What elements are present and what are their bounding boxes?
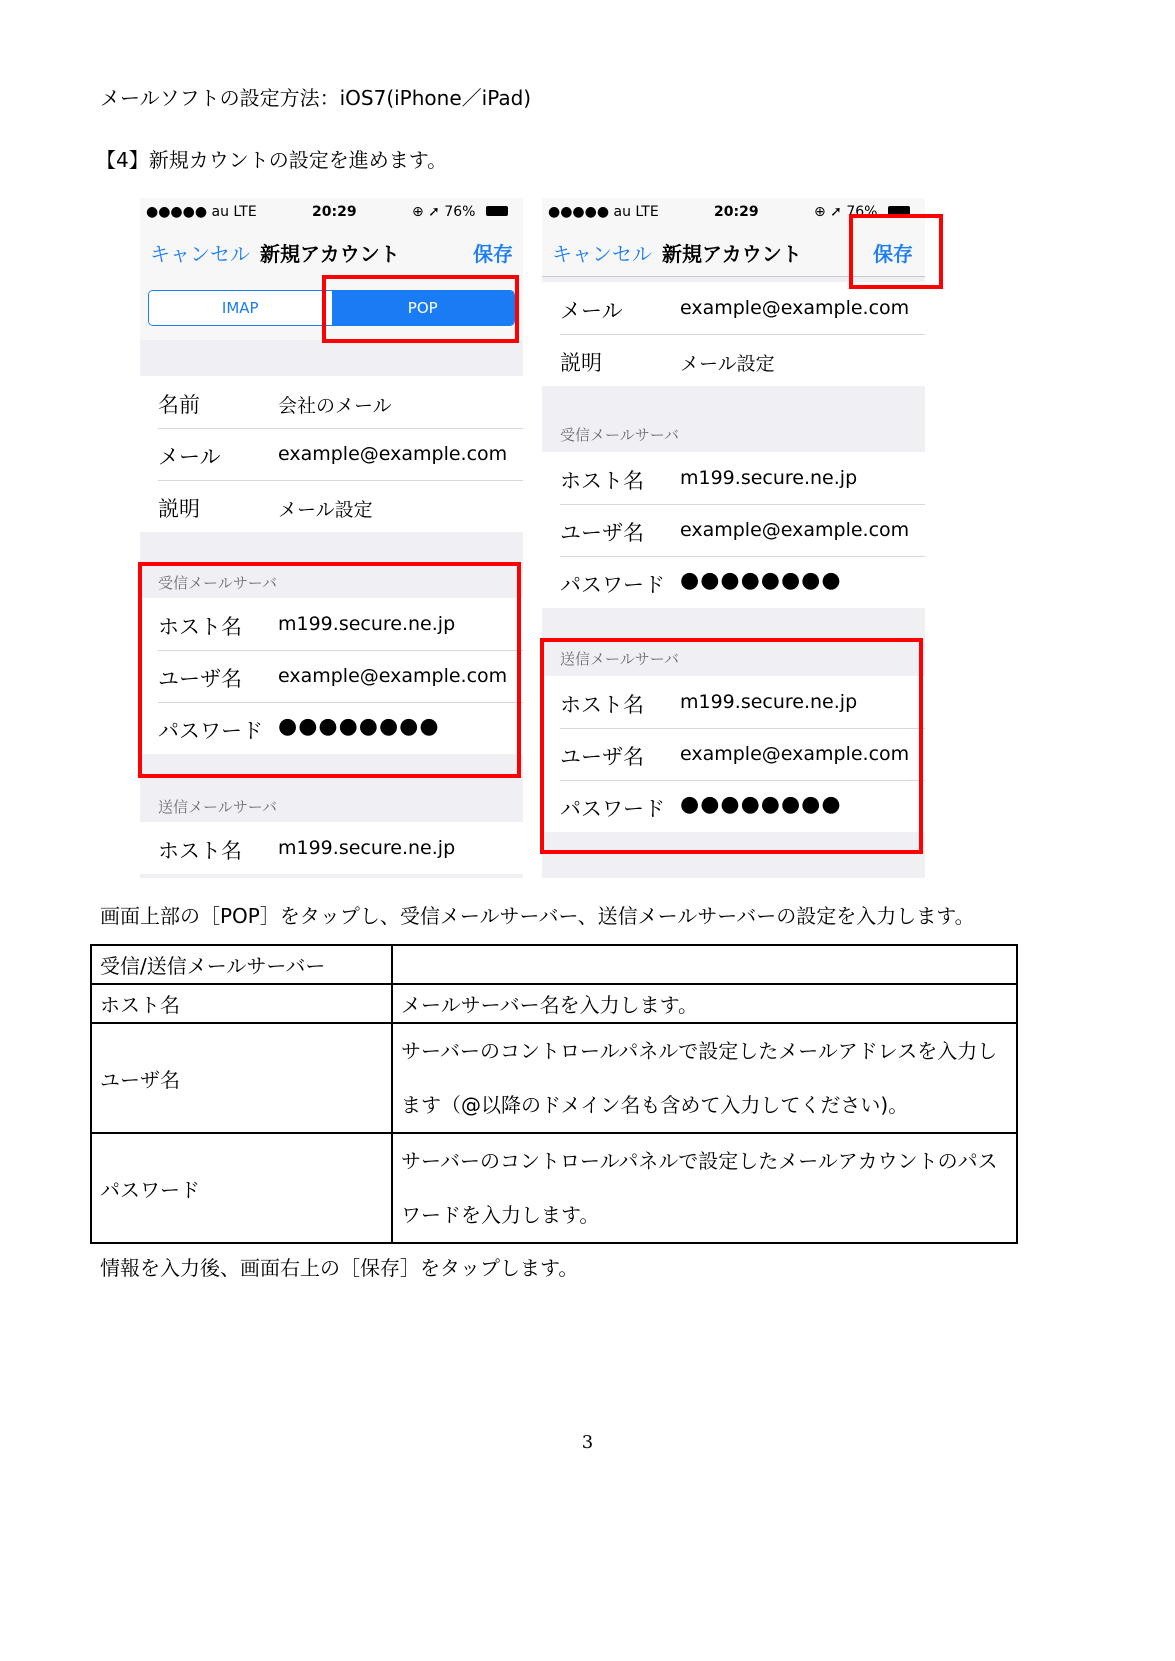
- cancel-button[interactable]: キャンセル: [552, 242, 652, 266]
- incoming-host-value[interactable]: m199.secure.ne.jp: [278, 613, 456, 635]
- instruction-text: 画面上部の［POP］をタップし、受信メールサーバー、送信メールサーバーの設定を入力します。: [100, 904, 975, 928]
- segment-imap[interactable]: IMAP: [149, 291, 332, 325]
- incoming-password-row[interactable]: [542, 556, 925, 608]
- incoming-host-value[interactable]: m199.secure.ne.jp: [680, 467, 858, 489]
- email-row[interactable]: [140, 428, 523, 480]
- incoming-user-value[interactable]: example@example.com: [680, 519, 910, 541]
- outgoing-user-label: ユーザ名: [560, 745, 644, 769]
- battery-label: ⊕ ➚ 76%: [412, 204, 476, 220]
- email-row[interactable]: [542, 282, 925, 334]
- outgoing-password-label: パスワード: [560, 797, 665, 821]
- table-cell-desc: メールサーバー名を入力します。: [392, 984, 1017, 1023]
- battery-icon: [486, 206, 508, 216]
- email-value[interactable]: example@example.com: [680, 297, 910, 319]
- settings-table: [90, 944, 1018, 1244]
- time-label: 20:29: [312, 204, 357, 220]
- email-label: メール: [560, 299, 623, 323]
- table-cell-desc: サーバーのコントロールパネルで設定したメールアドレスを入力します（@以降のドメイン名も含めて入力してください)。: [392, 1023, 1017, 1133]
- incoming-user-label: ユーザ名: [560, 521, 644, 545]
- highlight-save-box: [849, 214, 943, 289]
- outgoing-host-value[interactable]: m199.secure.ne.jp: [680, 691, 858, 713]
- table-cell-name: ユーザ名: [91, 1023, 392, 1133]
- outgoing-server-header: 送信メールサーバ: [158, 798, 277, 816]
- table-row: [91, 1133, 1017, 1243]
- incoming-password-value[interactable]: ●●●●●●●●: [680, 568, 842, 593]
- description-row[interactable]: [542, 334, 925, 386]
- description-value[interactable]: メール設定: [680, 353, 775, 375]
- email-label: メール: [158, 445, 221, 469]
- step-heading: 【4】新規カウントの設定を進めます。: [96, 148, 448, 172]
- name-label: 名前: [158, 393, 200, 417]
- outgoing-host-label: ホスト名: [560, 693, 644, 717]
- description-label: 説明: [560, 351, 602, 375]
- incoming-user-label: ユーザ名: [158, 667, 242, 691]
- description-label: 説明: [158, 497, 200, 521]
- incoming-password-label: パスワード: [560, 573, 665, 597]
- outgoing-user-value[interactable]: example@example.com: [680, 743, 910, 765]
- outgoing-server-header: 送信メールサーバ: [560, 650, 679, 668]
- incoming-user-value[interactable]: example@example.com: [278, 665, 508, 687]
- footer-note: 情報を入力後、画面右上の［保存］をタップします。: [100, 1256, 579, 1280]
- doc-heading: メールソフトの設定方法：iOS7(iPhone／iPad): [100, 86, 532, 110]
- table-cell-desc: [392, 945, 1017, 984]
- incoming-host-row[interactable]: [542, 452, 925, 504]
- incoming-server-header: 受信メールサーバ: [158, 574, 277, 592]
- save-button[interactable]: 保存: [873, 242, 913, 266]
- table-cell-desc: サーバーのコントロールパネルで設定したメールアカウントのパスワードを入力します。: [392, 1133, 1017, 1243]
- outgoing-server-group: [140, 822, 523, 874]
- highlight-incoming-box: [138, 562, 521, 778]
- highlight-pop-box: [322, 275, 519, 343]
- table-cell-name: ホスト名: [91, 984, 392, 1023]
- account-group: [140, 376, 523, 532]
- segment-pop[interactable]: POP: [332, 291, 515, 325]
- incoming-server-header: 受信メールサーバ: [560, 426, 679, 444]
- highlight-outgoing-box: [540, 638, 923, 854]
- incoming-password-label: パスワード: [158, 719, 263, 743]
- description-value[interactable]: メール設定: [278, 499, 373, 521]
- incoming-host-label: ホスト名: [560, 469, 644, 493]
- incoming-host-label: ホスト名: [158, 615, 242, 639]
- nav-title: 新規アカウント: [260, 242, 400, 266]
- time-label: 20:29: [714, 204, 759, 220]
- carrier-label: ●●●●● au LTE: [548, 204, 659, 220]
- carrier-label: ●●●●● au LTE: [146, 204, 257, 220]
- table-cell-name: 受信/送信メールサーバー: [91, 945, 392, 984]
- nav-title: 新規アカウント: [662, 242, 802, 266]
- table-row: [91, 945, 1017, 984]
- outgoing-host-value[interactable]: m199.secure.ne.jp: [278, 837, 456, 859]
- incoming-password-value[interactable]: ●●●●●●●●: [278, 714, 440, 739]
- battery-label: ⊕ ➚ 76%: [814, 204, 878, 220]
- name-row[interactable]: [140, 376, 523, 428]
- outgoing-host-label: ホスト名: [158, 839, 242, 863]
- incoming-server-group: [542, 452, 925, 608]
- save-button[interactable]: 保存: [473, 242, 513, 266]
- email-value[interactable]: example@example.com: [278, 443, 508, 465]
- description-row[interactable]: [140, 480, 523, 532]
- cancel-button[interactable]: キャンセル: [150, 242, 250, 266]
- account-group: [542, 282, 925, 386]
- outgoing-password-value[interactable]: ●●●●●●●●: [680, 792, 842, 817]
- table-cell-name: パスワード: [91, 1133, 392, 1243]
- page-number: 3: [581, 1432, 594, 1453]
- table-row: [91, 984, 1017, 1023]
- status-bar: [140, 198, 523, 226]
- name-value[interactable]: 会社のメール: [278, 395, 392, 417]
- table-row: [91, 1023, 1017, 1133]
- nav-bar: [140, 226, 523, 277]
- incoming-user-row[interactable]: [542, 504, 925, 556]
- outgoing-host-row[interactable]: [140, 822, 523, 874]
